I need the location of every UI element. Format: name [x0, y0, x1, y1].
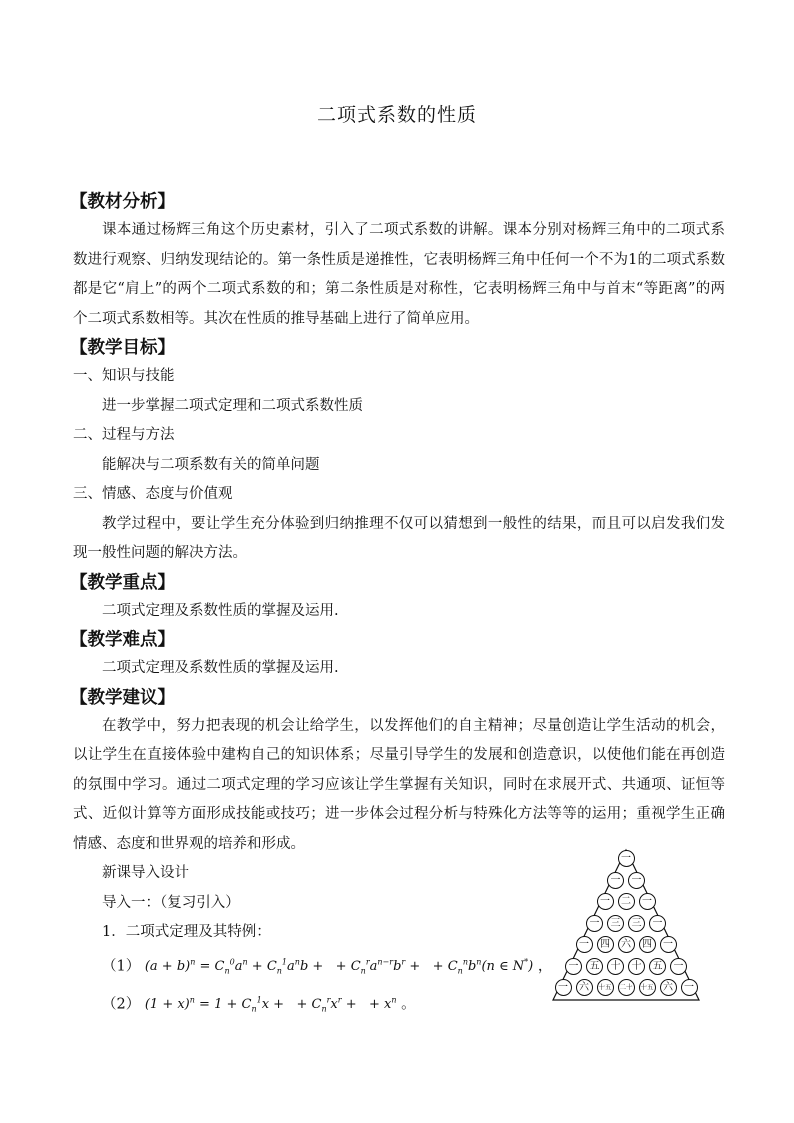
difficulties-text: 二项式定理及系数性质的掌握及运用.: [102, 660, 339, 676]
triangle-cell: 一: [628, 872, 645, 889]
triangle-cell: 一: [555, 979, 572, 996]
triangle-cell: 六: [618, 936, 635, 953]
triangle-cell: 一: [618, 850, 635, 867]
goal-2-title: 二、过程与方法: [73, 427, 175, 443]
suggestions-paragraph: 在教学中，努力把表现的机会让给学生，以发挥他们的自主精神；尽量创造让学生活动的机会，以让学生在直接体验中建构自己的知识体系；尽量引导学生的发展和创造意识，以使他们能在再创造的氛围中学习。通过二项式定理的学习应该让学生掌握有关知识，同时在求展开式、共通项、证恒等式、近似计算等方面形成技能或技巧；进一步体会过程分析与特殊化方法等等的运用；重视学生正确情感、态度和世界观的培养和形成。: [73, 717, 725, 852]
triangle-cell: 十: [628, 958, 645, 975]
section-heading-difficulties: 【教学难点】: [70, 630, 175, 650]
triangle-cell: 十: [607, 958, 624, 975]
triangle-cell: 一: [660, 936, 677, 953]
section-heading-suggestions: 【教学建议】: [70, 687, 175, 708]
goal-1-title: 一、知识与技能: [73, 368, 175, 384]
yang-hui-triangle: [551, 848, 701, 1004]
triangle-cell: 三: [607, 915, 624, 932]
key-points-text: 二项式定理及系数性质的掌握及运用.: [102, 602, 339, 619]
triangle-cell: 十五: [639, 979, 656, 996]
triangle-cell: 一: [670, 958, 687, 975]
triangle-cell: 一: [649, 915, 666, 932]
triangle-cell: 一: [607, 872, 624, 889]
binomial-special-formula: $(1 + x)^n = 1 + C_n^1x$ + + $C_n^rx^r$ + + $x^n$: [144, 995, 397, 1014]
triangle-cell: 一: [597, 893, 614, 910]
theorem-title: 1．二项式定理及其特例：: [102, 924, 271, 940]
triangle-cell: 六: [576, 979, 593, 996]
triangle-cell: 五: [649, 958, 666, 975]
triangle-cell: 四: [639, 936, 656, 953]
section-heading-goals: 【教学目标】: [70, 338, 175, 358]
triangle-cell: 五: [586, 958, 603, 975]
triangle-cell: 二十: [618, 979, 635, 996]
section-heading-analysis: 【教材分析】: [70, 192, 175, 212]
formula-1-end: ，: [537, 957, 553, 974]
section-heading-key-points: 【教学重点】: [70, 572, 175, 593]
triangle-cell: 一: [576, 936, 593, 953]
goal-3-text: 教学过程中，要让学生充分体验到归纳推理不仅可以猜想到一般性的结果，而且可以启发我们发现一般性问题的解决方法。: [73, 515, 725, 561]
analysis-paragraph: 课本通过杨辉三角这个历史素材，引入了二项式系数的讲解。课本分别对杨辉三角中的二项式系数进行观察、归纳发现结论的。第一条性质是递推性，它表明杨辉三角中任何一个不为1的二项式系数都是它“肩上”的两个二项式系数的和；第二条性质是对称性，它表明杨辉三角中与首末“等距离”的两个二项式系数相等。其次在性质的推导基础上进行了简单应用。: [73, 222, 725, 327]
triangle-cell: 一: [586, 915, 603, 932]
page-title: 二项式系数的性质: [316, 104, 477, 126]
triangle-cell: 二: [618, 893, 635, 910]
triangle-cell: 一: [565, 958, 582, 975]
goal-2-text: 能解决与二项系数有关的简单问题: [102, 456, 320, 473]
triangle-cell: 四: [597, 936, 614, 953]
triangle-cell: 十五: [597, 979, 614, 996]
formula-2-label: （2）: [102, 996, 141, 1013]
binomial-theorem-formula: $(a + b)^n = C_n^0a^n + C_n^1a^nb$ + + $C_n^ra^{n-r}b^r$ + + $C_n^nb^n(n$ ∈ N*): [144, 957, 534, 976]
formula-2-end: 。: [401, 996, 416, 1013]
goal-3-title: 三、情感、态度与价值观: [73, 486, 233, 502]
formula-1-label: （1）: [102, 957, 141, 974]
intro-title: 导入一：（复习引入）: [102, 894, 240, 911]
goal-1-text: 进一步掌握二项式定理和二项式系数性质: [102, 397, 363, 414]
triangle-cell: 一: [639, 893, 656, 910]
triangle-cell: 六: [660, 979, 677, 996]
triangle-cell: 一: [681, 979, 698, 996]
triangle-cell: 三: [628, 915, 645, 932]
design-title: 新课导入设计: [102, 865, 189, 881]
